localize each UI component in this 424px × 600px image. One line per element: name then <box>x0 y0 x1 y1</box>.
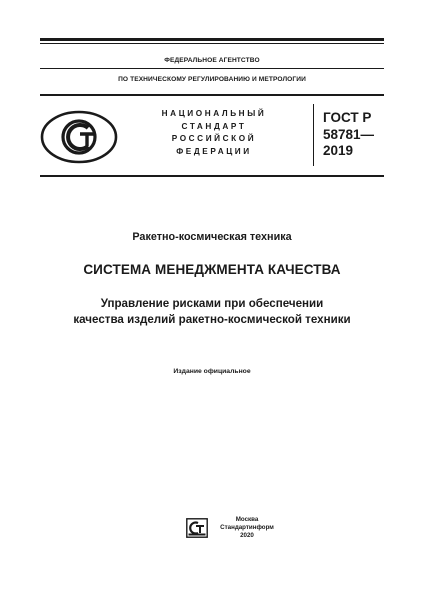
standard-number-divider <box>313 104 314 166</box>
document-subject: Ракетно-космическая техника <box>132 231 292 243</box>
agency-line-2: ПО ТЕХНИЧЕСКОМУ РЕГУЛИРОВАНИЮ И МЕТРОЛОГИИ <box>118 76 306 83</box>
subtitle-line-1: Управление рисками при обеспечении <box>100 297 324 310</box>
gost-line-1: ГОСТ Р <box>323 110 372 125</box>
gost-r-emblem-icon <box>40 110 118 164</box>
subtitle-line-2: качества изделий ракетно-космической техники <box>73 312 351 326</box>
standard-block-bottom-rule <box>40 175 384 177</box>
publisher-city: Москва <box>235 516 259 523</box>
document-main-title: СИСТЕМА МЕНЕДЖМЕНТА КАЧЕСТВА <box>83 262 341 277</box>
agency-divider <box>40 68 384 69</box>
national-standard-label <box>148 108 280 158</box>
edition-note: Издание официальное <box>173 368 251 375</box>
agency-line-1: ФЕДЕРАЛЬНОЕ АГЕНТСТВО <box>164 57 260 64</box>
standartinform-logo-icon <box>186 518 208 538</box>
national-line-2: СТАНДАРТ <box>181 121 247 131</box>
gost-line-2: 58781— <box>323 126 375 142</box>
publisher-imprint <box>212 516 282 541</box>
publisher-year: 2020 <box>240 532 254 540</box>
standard-block-top-rule <box>40 94 384 96</box>
document-subtitle <box>40 296 384 327</box>
gost-line-3: 2019 <box>323 143 354 158</box>
national-line-3: РОССИЙСКОЙ <box>171 134 257 143</box>
publisher-name: Стандартинформ <box>220 524 274 532</box>
top-rule-thick <box>40 38 384 41</box>
top-rule-thin <box>40 43 384 44</box>
standard-number <box>323 110 393 160</box>
national-line-1: НАЦИОНАЛЬНЫЙ <box>161 109 267 118</box>
national-line-4: ФЕДЕРАЦИИ <box>176 146 252 156</box>
